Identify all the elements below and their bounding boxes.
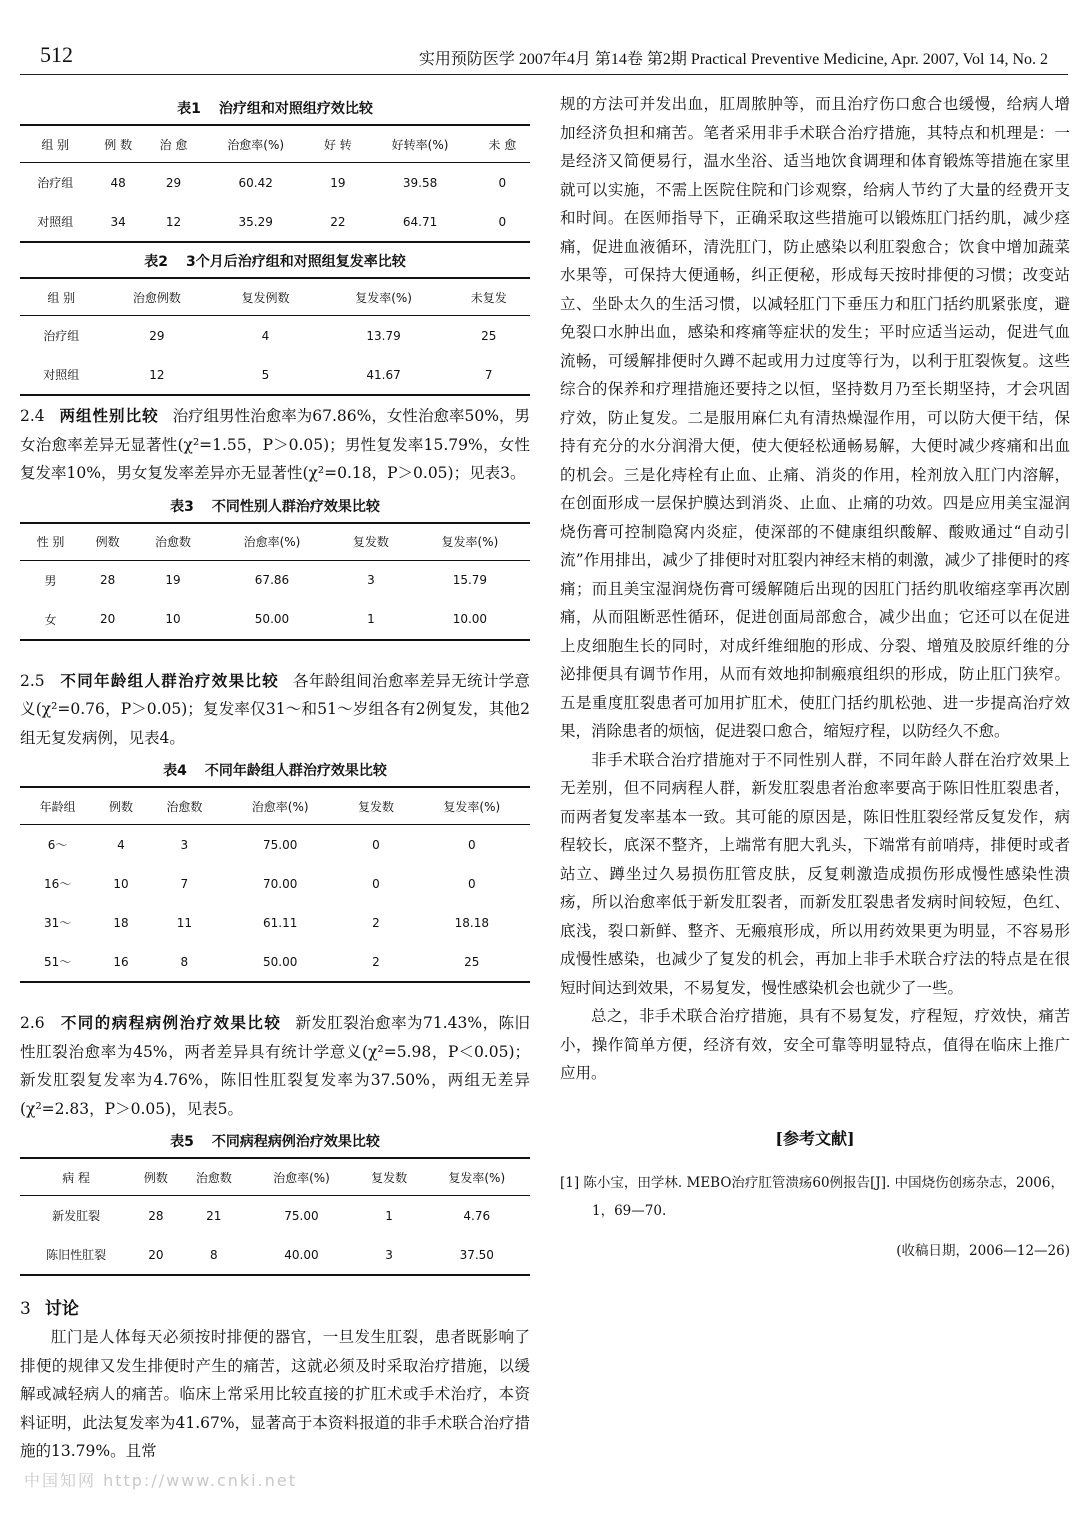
table5-caption (20, 1131, 530, 1151)
table-cell: 10 (113, 876, 129, 891)
table-cell: 0 (372, 837, 380, 852)
table1-header: 治 愈 (146, 125, 201, 163)
table-cell: 16～ (43, 877, 72, 891)
table-cell: 治疗组 (37, 176, 74, 190)
page-number: 512 (40, 42, 73, 67)
table-cell: 39.58 (402, 175, 438, 190)
table-cell: 11 (176, 915, 193, 930)
table-row (20, 163, 530, 203)
table1-header: 未 愈 (475, 125, 530, 163)
table4-header: 年龄组 (20, 787, 95, 825)
table-row (20, 1196, 530, 1236)
table5-title: 不同病程病例治疗效果比较 (211, 1134, 380, 1150)
section-number: 2.6 (20, 1014, 45, 1032)
table-cell: 10 (134, 600, 212, 640)
section-number: 2.4 (20, 407, 45, 425)
table-cell: 4 (261, 328, 270, 343)
discussion-paragraph-2: 非手术联合治疗措施对于不同性别人群，不同年龄人群在治疗效果上无差别，但不同病程人群，新发肛裂患者治愈率要高于陈旧性肛裂患者，而两者复发率基本一致。其可能的原因是，陈旧性肛裂经常反复发作，病程较长，底深不整齐，上端常有肥大乳头，下端常有前哨痔，排便时或者站立、蹲坐过久易损伤肛管皮肤，反复刺激造成损伤形成慢性感染性溃疡，所以治愈率低于新发肛裂者，而新发肛裂患者发病时间较短，色红、底浅，裂口新鲜、整齐、无瘢痕形成，所以用药效果更为明显，不容易形成慢性感染，也减少了复发的机会，再加上非手术联合疗法的特点是在很短时间达到效果，不易复发，慢性感染机会也就少了一些。 (560, 750, 1070, 997)
section-3-heading (20, 1294, 530, 1319)
table-cell: 0 (498, 175, 507, 190)
table-cell: 16 (95, 942, 147, 982)
table1-header: 好转率(%) (366, 125, 475, 163)
section-title: 不同的病程病例治疗效果比较 (60, 1013, 282, 1032)
table-cell: 陈旧性肛裂 (20, 1235, 132, 1275)
table-cell: 19 (165, 573, 181, 587)
section-number: 3 (20, 1299, 31, 1319)
table2 (20, 277, 530, 396)
table1-header: 例 数 (91, 125, 146, 163)
table-cell: 20 (132, 1235, 179, 1275)
table3-header: 治愈率(%) (212, 523, 332, 561)
table-row (20, 355, 530, 395)
section-title: 不同年龄组人群治疗效果比较 (60, 670, 280, 690)
table-cell: 31～ (43, 916, 72, 930)
table-cell: 29 (165, 175, 182, 190)
discussion-continued: 规的方法可并发出血，肛周脓肿等，而且治疗伤口愈合也缓慢，给病人增加经济负担和痛苦。笔者采用非手术联合治疗措施，其特点和机理是：一是经济又简便易行，温水坐浴、适当地饮食调理和体育锻炼等措施在家里就可以实施，不需上医院住院和门诊观察，给病人节约了大量的经费开支和时间。在医师指导下，正确采取这些措施可以锻炼肛门括约肌，减少痉痛，促进血液循环，清洗肛门，防止感染以利肛裂愈合；饮食中增加蔬菜水果等，可保持大便通畅，纠正便秘，形成每天按时排便的习惯；改变站立、坐卧太久的生活习惯，以减轻肛门下垂压力和肛门括约肌紧张度，避免裂口水肿出血，感染和疼痛等症状的发生；平时应适当运动，促进气血流畅，可缓解排便时久蹲不起或用力过度等行为，以利于肛裂恢复。这些综合的保养和疗理措施还要持之以恒，坚持数月乃至长期坚持，才会巩固疗效，防止复发。二是服用麻仁丸有清热燥湿作用，可以防大便干结，保持有充分的水分润滑大便，使大便轻松通畅易解，大便时减少疼痛和出血的机会。三是化痔栓有止血、止痛、消炎的作用，栓剂放入肛门内溶解，在创面形成一层保护膜达到消炎、止血、止痛的功效。四是应用美宝湿润烧伤膏可控制隐窝内炎症，使深部的不健康组织酸解、酸败通过“自动引流”作用排出，减少了排便时对肛裂内神经末梢的刺激，减少了排便时的疼痛；而且美宝湿润烧伤膏可缓解随后出现的因肛门括约肌收缩痉挛再次剧痛，从而阻断恶性循环，促进创面局部愈合，减少出血；它还可以在促进上皮细胞生长的同时，对成纤维细胞的形成、分裂、增殖及胶原纤维的分泌排便具有调节作用，从而有效地抑制瘢痕组织的形成，防止肛门狭窄。五是重度肛裂患者可加用扩肛术，使肛门括约肌松弛、进一步提高治疗效果，消除患者的烦恼，促进裂口愈合，缩短疗程，以防经久不愈。 (560, 95, 1070, 740)
table-row (20, 316, 530, 356)
table-cell: 0 (475, 202, 530, 242)
table4-caption (20, 760, 530, 780)
table-cell: 18.18 (454, 915, 489, 930)
table-row (20, 600, 530, 640)
table-cell: 新发肛裂 (52, 1209, 101, 1223)
table-cell: 对照组 (20, 202, 91, 242)
header-rule (20, 74, 1068, 75)
watermark: 中国知网 http://www.cnki.net (24, 1471, 297, 1490)
table3-header: 性 别 (20, 523, 81, 561)
table-cell: 51～ (20, 942, 95, 982)
table4-header: 治愈率(%) (222, 787, 338, 825)
section-2-5 (20, 667, 530, 753)
table-cell: 1 (332, 600, 410, 640)
table-cell: 60.42 (238, 175, 273, 190)
table4-number: 表4 (163, 763, 187, 779)
table-cell: 22 (310, 202, 365, 242)
table-cell: 治疗组 (43, 329, 80, 343)
table-cell: 25 (414, 942, 530, 982)
table5-header-row (20, 1158, 530, 1196)
table5-header: 病 程 (20, 1158, 132, 1196)
table5 (20, 1157, 530, 1276)
table-cell: 0 (467, 876, 476, 891)
table3-title: 不同性别人群治疗效果比较 (211, 498, 380, 515)
table2-header: 复发率(%) (320, 278, 448, 316)
section-number: 2.5 (20, 671, 45, 690)
table2-header: 组 别 (20, 278, 103, 316)
table-cell: 28 (148, 1208, 164, 1223)
table-cell: 75.00 (284, 1208, 319, 1223)
table-cell: 29 (149, 328, 165, 343)
table-cell: 8 (147, 942, 222, 982)
table-cell: 75.00 (263, 837, 298, 852)
table-row (20, 864, 530, 903)
section-2-6 (20, 1009, 530, 1123)
table-cell: 3 (180, 837, 189, 852)
table-cell: 25 (481, 328, 497, 343)
section-2-4 (20, 402, 530, 488)
reference-item: [1] 陈小宝，田学林. MEBO治疗肛管溃疡60例报告[J]. 中国烧伤创疡杂志，2006，1，69—70. (560, 1174, 1064, 1219)
right-column (560, 90, 1070, 1259)
table5-header: 例数 (132, 1158, 179, 1196)
table-cell: 1 (385, 1208, 393, 1223)
table3-header-row (20, 523, 530, 561)
section-title: 两组性别比较 (59, 406, 159, 425)
table5-number: 表5 (170, 1134, 194, 1150)
table4-header: 治愈数 (147, 787, 222, 825)
table-cell: 13.79 (366, 328, 401, 343)
table-cell: 50.00 (222, 942, 338, 982)
section-text: 新发肛裂治愈率为71.43%，陈旧性肛裂治愈率为45%，两者差异具有统计学意义(χ²=5.98，P＜0.05)；新发肛裂复发率为4.76%，陈旧性肛裂复发率为37.50%，两组无差异(χ²=2.83，P＞0.05)，见表5。 (20, 1014, 530, 1118)
table3-header: 复发数 (332, 523, 410, 561)
received-date: (收稿日期，2006—12—26) (896, 1242, 1070, 1259)
left-column (20, 90, 530, 1466)
table-cell: 35.29 (201, 202, 310, 242)
table-cell: 男 (44, 573, 57, 588)
table2-caption (20, 251, 530, 271)
table2-header: 未复发 (447, 278, 530, 316)
table-cell: 4 (117, 837, 125, 852)
table-row (20, 942, 530, 982)
table-cell: 61.11 (263, 915, 298, 930)
table5-header: 治愈数 (179, 1158, 248, 1196)
table4-header: 复发率(%) (414, 787, 530, 825)
table-cell: 女 (20, 600, 81, 640)
table-row (20, 903, 530, 942)
table2-header-row (20, 278, 530, 316)
table-row (20, 1235, 530, 1275)
table5-header: 复发数 (355, 1158, 424, 1196)
table-cell: 2 (372, 915, 380, 930)
table4-title: 不同年龄组人群治疗效果比较 (204, 763, 387, 779)
table1-header: 治愈率(%) (201, 125, 310, 163)
table2-number: 表2 (144, 254, 168, 270)
section-text: 治疗组男性治愈率为67.86%，女性治愈率50%，男女治愈率差异无显著性(χ²=1.55，P＞0.05)；男性复发率15.79%，女性复发率10%，男女复发率差异亦无显著性(χ²=0.18，P＞0.05)；见表3。 (20, 407, 530, 482)
table1-header: 组 别 (20, 125, 91, 163)
table-row (20, 202, 530, 242)
table4-header: 复发数 (338, 787, 413, 825)
table-cell: 2 (338, 942, 413, 982)
table3-header: 例数 (81, 523, 134, 561)
table-cell: 50.00 (212, 600, 332, 640)
table-cell: 12 (146, 202, 201, 242)
table-cell: 12 (103, 355, 212, 395)
table-row (20, 560, 530, 600)
table-cell: 4.76 (463, 1208, 491, 1223)
table-cell: 0 (372, 876, 380, 891)
table-cell: 18 (113, 915, 129, 930)
section-text: 各年龄组间治愈率差异无统计学意义(χ²=0.76，P＞0.05)；复发率仅31～和51～岁组各有2例复发，其他2组无复发病例，见表4。 (20, 671, 530, 747)
conclusion-paragraph: 总之，非手术联合治疗措施，具有不易复发，疗程短，疗效快，痛苦小，操作简单方便，经济有效，安全可靠等明显特点，值得在临床上推广应用。 (560, 1007, 1070, 1082)
table3 (20, 522, 530, 641)
table5-header: 治愈率(%) (248, 1158, 354, 1196)
table3-header: 治愈数 (134, 523, 212, 561)
table-cell: 64.71 (366, 202, 475, 242)
table3-number: 表3 (170, 498, 194, 515)
table5-header: 复发率(%) (424, 1158, 531, 1196)
table4 (20, 786, 530, 983)
table4-header-row (20, 787, 530, 825)
table2-header: 治愈例数 (103, 278, 212, 316)
table-cell: 37.50 (424, 1235, 531, 1275)
table-row (20, 825, 530, 865)
table1-header: 好 转 (310, 125, 365, 163)
table1-number: 表1 (177, 101, 201, 117)
table4-header: 例数 (95, 787, 147, 825)
table-cell: 28 (99, 573, 116, 587)
table1-title: 治疗组和对照组疗效比较 (218, 101, 373, 117)
table-cell: 70.00 (263, 876, 298, 891)
discussion-paragraph: 肛门是人体每天必须按时排便的器官，一旦发生肛裂，患者既影响了排便的规律又发生排便时产生的痛苦，这就必须及时采取治疗措施，以缓解或减轻病人的痛苦。临床上常采用比较直接的扩肛术或手术治疗，本资料证明，此法复发率为41.67%，显著高于本资料报道的非手术联合治疗措施的13.79%。且常 (20, 1328, 530, 1460)
table-cell: 7 (447, 355, 530, 395)
references-heading: [参考文献] (775, 1128, 855, 1148)
table-cell: 3 (355, 1235, 424, 1275)
table-cell: 21 (206, 1208, 222, 1223)
table-cell: 67.86 (254, 573, 290, 587)
table1-caption (20, 98, 530, 118)
table-cell: 15.79 (452, 573, 488, 587)
table-cell: 7 (180, 876, 189, 891)
table1 (20, 124, 530, 243)
table-cell: 19 (330, 175, 346, 190)
table-cell: 5 (211, 355, 320, 395)
table1-header-row (20, 125, 530, 163)
table-cell: 3 (367, 573, 375, 587)
table2-header: 复发例数 (211, 278, 320, 316)
section-title: 讨论 (44, 1299, 79, 1319)
table-cell: 34 (91, 202, 146, 242)
table-cell: 10.00 (410, 600, 530, 640)
journal-running-head: 实用预防医学 2007年4月 第14卷 第2期 Practical Preventive Medicine, Apr. 2007, Vol 14, No. 2 (418, 51, 1048, 68)
table3-header: 复发率(%) (410, 523, 530, 561)
page-header (20, 40, 1068, 72)
table3-caption (20, 496, 530, 516)
table-cell: 40.00 (248, 1235, 354, 1275)
table-cell: 8 (179, 1235, 248, 1275)
table-cell: 对照组 (20, 355, 103, 395)
table-cell: 41.67 (320, 355, 448, 395)
table-cell: 20 (81, 600, 134, 640)
table-cell: 48 (110, 175, 126, 190)
table-cell: 0 (467, 837, 476, 852)
table2-title: 3个月后治疗组和对照组复发率比较 (186, 254, 406, 270)
table-cell: 6～ (47, 838, 68, 852)
